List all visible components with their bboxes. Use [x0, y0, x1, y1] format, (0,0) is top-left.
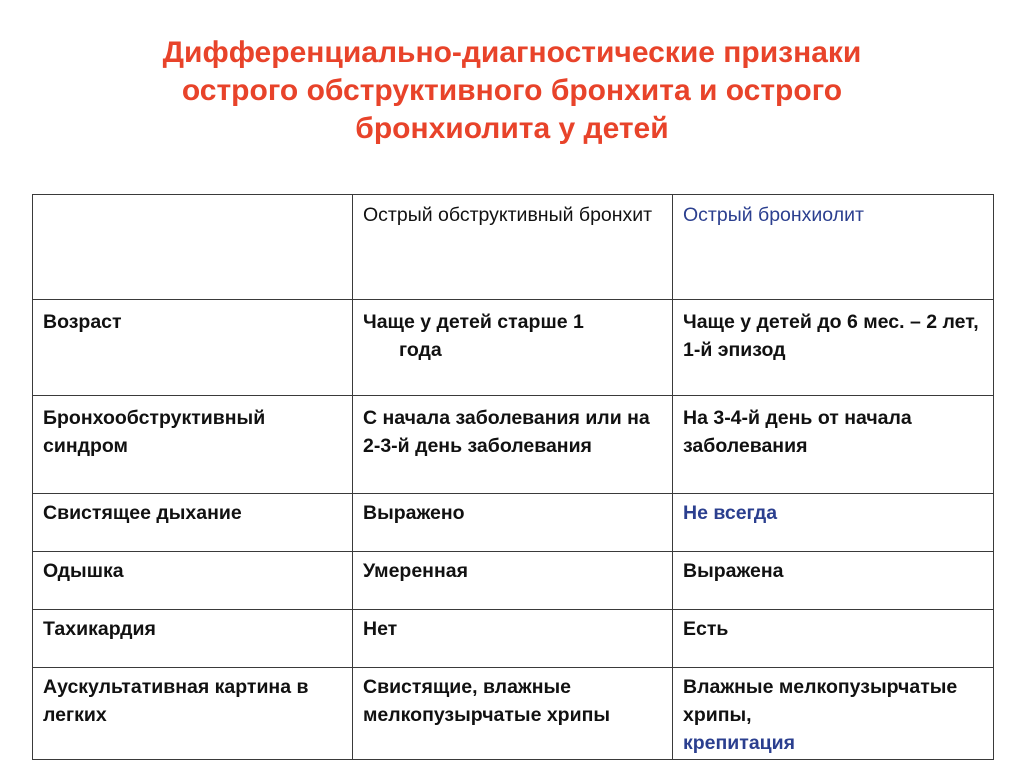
row-label-dyspnea: Одышка	[33, 552, 353, 610]
cell-wheezing-bronchitis: Выражено	[353, 494, 673, 552]
table-row-wheezing	[33, 494, 994, 552]
cell-auscultation-bronchitis: Свистящие, влажные мелкопузырчатые хрипы	[353, 668, 673, 760]
table-row-age	[33, 300, 994, 396]
cell-tachycardia-bronchitis: Нет	[353, 610, 673, 668]
cell-broncho-obstructive-bronchitis: С начала заболевания или на 2-3-й день заболевания	[353, 396, 673, 494]
table-row-tachycardia	[33, 610, 994, 668]
cell-wheezing-bronchiolitis: Не всегда	[673, 494, 994, 552]
header-bronchiolitis: Острый бронхиолит	[673, 195, 994, 300]
cell-auscultation-bronchiolitis-crepitation: крепитация	[683, 732, 796, 754]
row-label-auscultation: Аускультативная картина в легких	[33, 668, 353, 760]
cell-auscultation-bronchiolitis	[673, 668, 994, 760]
header-bronchitis: Острый обструктивный бронхит	[353, 195, 673, 300]
table-row-dyspnea	[33, 552, 994, 610]
table-row-auscultation	[33, 668, 994, 760]
cell-dyspnea-bronchitis: Умеренная	[353, 552, 673, 610]
title-line-2: острого обструктивного бронхита и острого	[181, 74, 843, 107]
row-label-age: Возраст	[33, 300, 353, 396]
cell-tachycardia-bronchiolitis: Есть	[673, 610, 994, 668]
title-line-3: бронхиолита у детей	[355, 112, 669, 145]
cell-age-bronchitis-line2: года	[399, 339, 442, 361]
cell-age-bronchitis-line1: Чаще у детей старше 1	[363, 311, 584, 333]
cell-age-bronchiolitis: Чаще у детей до 6 мес. – 2 лет, 1-й эпизод	[673, 300, 994, 396]
diagnostic-comparison-table	[32, 194, 994, 760]
table-header-row	[33, 195, 994, 300]
slide-title	[0, 34, 1024, 148]
title-line-1: Дифференциально-диагностические признаки	[162, 36, 862, 69]
header-empty-cell	[33, 195, 353, 300]
row-label-wheezing: Свистящее дыхание	[33, 494, 353, 552]
cell-age-bronchitis	[353, 300, 673, 396]
row-label-broncho-obstructive: Бронхообструктивный синдром	[33, 396, 353, 494]
cell-auscultation-bronchiolitis-main: Влажные мелкопузырчатые хрипы,	[683, 676, 958, 726]
row-label-tachycardia: Тахикардия	[33, 610, 353, 668]
cell-broncho-obstructive-bronchiolitis: На 3-4-й день от начала заболевания	[673, 396, 994, 494]
table-row-broncho-obstructive	[33, 396, 994, 494]
cell-dyspnea-bronchiolitis: Выражена	[673, 552, 994, 610]
